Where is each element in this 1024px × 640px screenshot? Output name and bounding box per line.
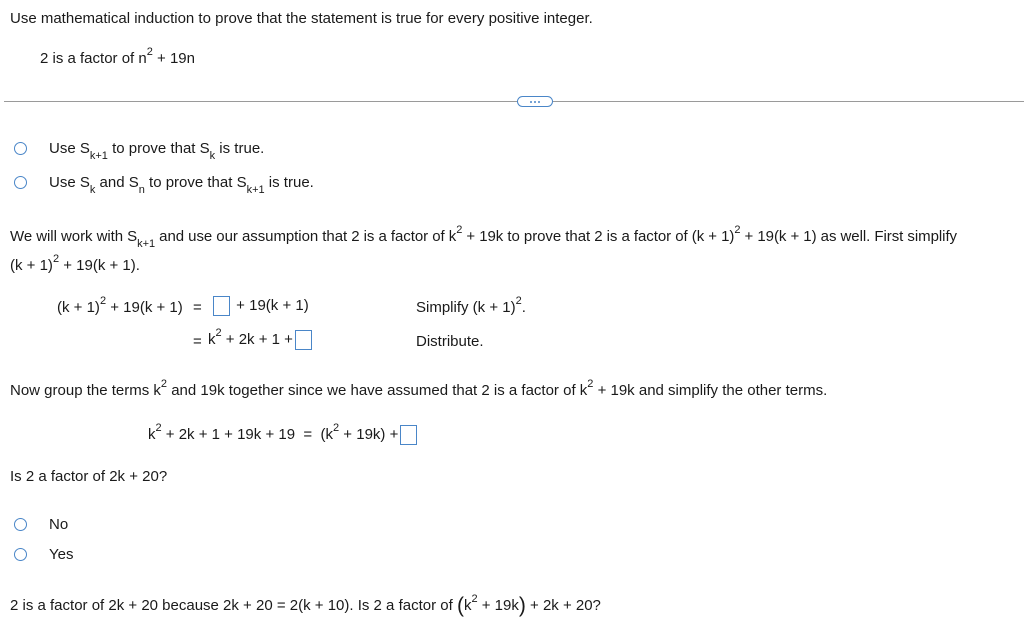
option-label-2[interactable]: Use $S_k$ and $S_n$ to prove that $S_{k+1}$ is true.	[49, 174, 314, 196]
answer-box-2[interactable]	[295, 330, 312, 350]
conclusion-text: 2 is a factor of 2k + 20 because 2k + 20 = 2(k + 10). Is 2 a factor of $(k^2 + 19k) + 2k + 20$?	[10, 593, 601, 617]
instruction-text: Use mathematical induction to prove that the statement is true for every positive integer.	[10, 10, 593, 27]
intro-line-2: $(k + 1)^2 + 19(k + 1)$.	[10, 253, 140, 274]
dot-icon	[534, 101, 536, 103]
factor-option-no[interactable]: No	[49, 516, 69, 533]
dot-icon	[530, 101, 532, 103]
factor-radio-no[interactable]	[14, 518, 27, 531]
factor-question: Is 2 a factor of 2k + 20?	[10, 468, 168, 485]
group-equation: $k^2 + 2k + 1 + 19k + 19 = (k^2 + 19k)$ +	[148, 425, 419, 445]
factor-option-yes[interactable]: Yes	[49, 546, 74, 563]
step1-rhs: + 19(k + 1)	[211, 296, 309, 316]
answer-box-3[interactable]	[400, 425, 417, 445]
option-label-1[interactable]: Use $S_{k+1}$ to prove that $S_k$ is true.	[49, 140, 265, 162]
dot-icon	[538, 101, 540, 103]
step1-equals: =	[193, 299, 202, 316]
step2-rhs: $k^2 + 2k + 1$ +	[208, 330, 314, 350]
more-options-button[interactable]	[517, 96, 553, 107]
option-radio-2[interactable]	[14, 176, 27, 189]
factor-radio-yes[interactable]	[14, 548, 27, 561]
step2-hint: Distribute.	[416, 333, 484, 350]
statement-text: 2 is a factor of $n^2 + 19n$	[40, 46, 195, 67]
option-radio-1[interactable]	[14, 142, 27, 155]
step1-lhs: $(k + 1)^2 + 19(k + 1)$	[57, 295, 183, 316]
step1-hint: Simplify $(k + 1)^2$.	[416, 295, 526, 316]
group-text: Now group the terms $k^2$ and 19k together since we have assumed that 2 is a factor of $k^2 + 19k$ and simplify the other terms.	[10, 378, 828, 399]
answer-box-1[interactable]	[213, 296, 230, 316]
step2-equals: =	[193, 333, 202, 350]
intro-line-1: We will work with $S_{k+1}$ and use our assumption that 2 is a factor of $k^2 + 19k$ to prove that 2 is a factor of $(k + 1)^2 + 19(k + 1)$ as well. First simplify	[10, 224, 958, 250]
section-divider	[4, 101, 1024, 102]
